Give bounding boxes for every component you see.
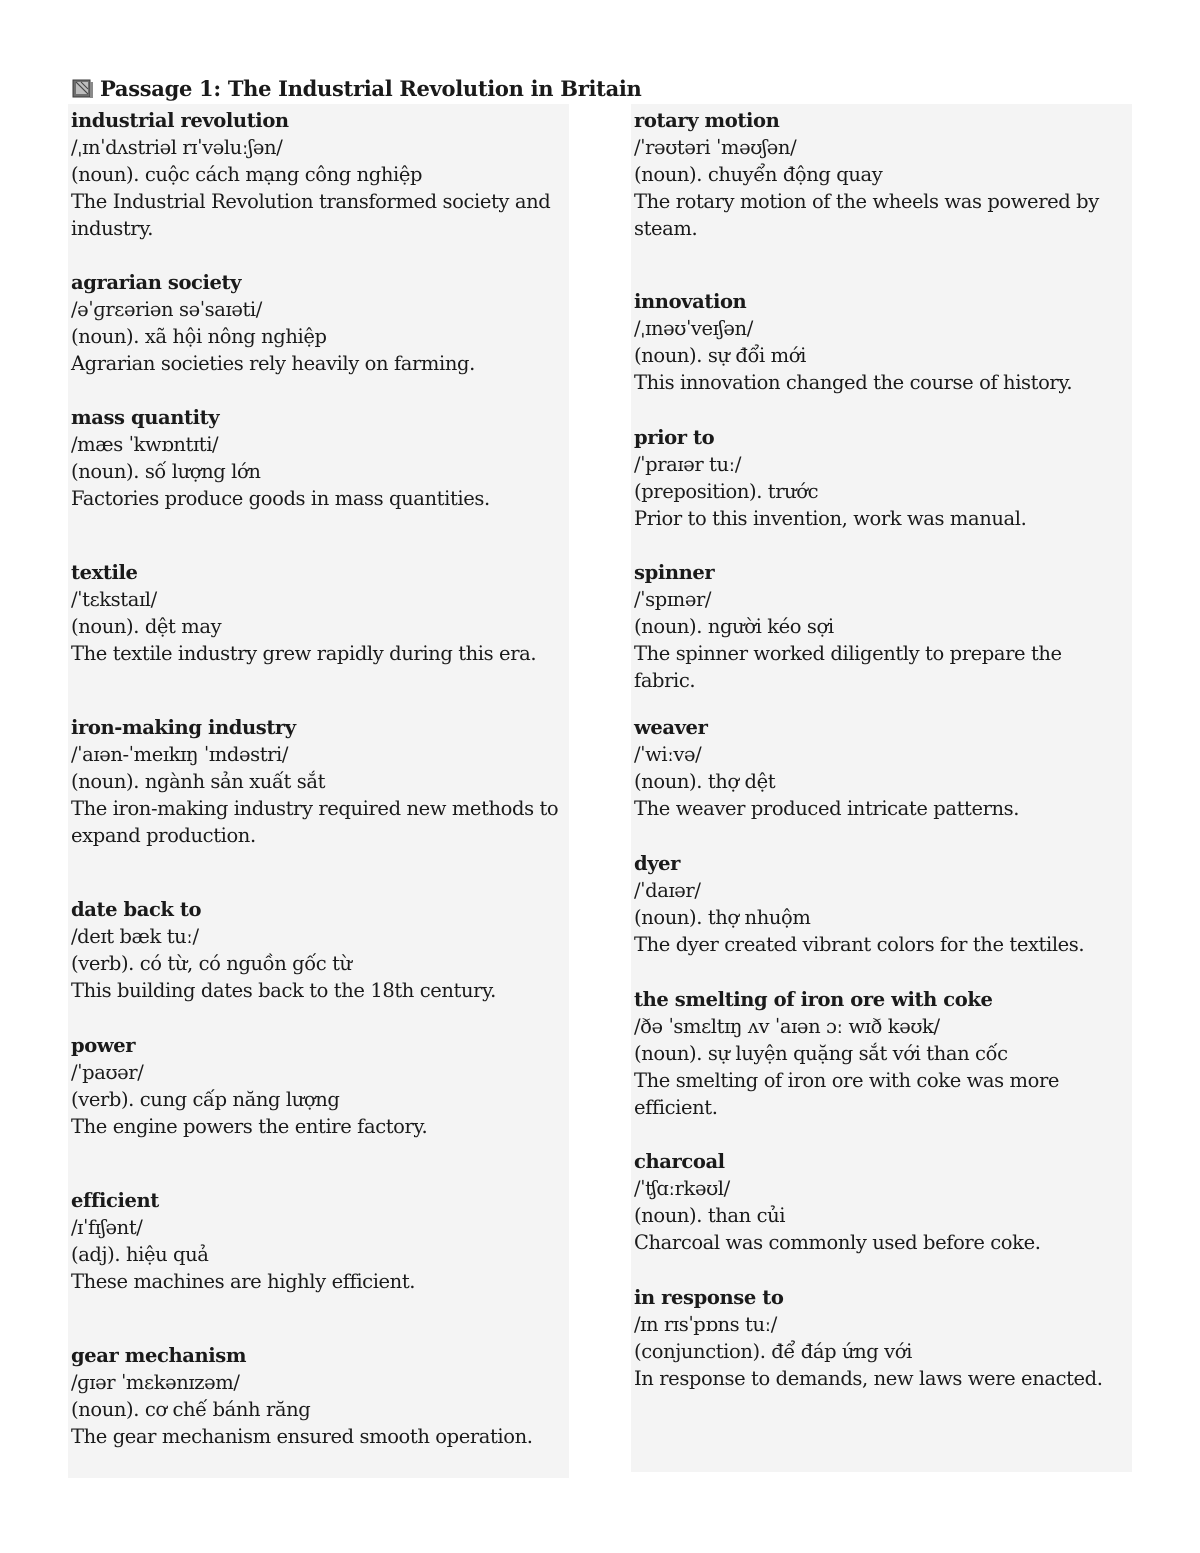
example-sentence: Agrarian societies rely heavily on farming. [71, 352, 475, 375]
part-of-speech-translation: (noun). dệt may [71, 615, 222, 638]
vocabulary-term: gear mechanism [71, 1344, 247, 1367]
vocabulary-entry [634, 288, 1128, 396]
vocabulary-term: date back to [71, 898, 202, 921]
vocabulary-term: textile [71, 561, 138, 584]
vocabulary-term: mass quantity [71, 406, 220, 429]
example-sentence: The engine powers the entire factory. [71, 1115, 428, 1138]
part-of-speech-translation: (noun). than củi [634, 1204, 786, 1227]
phonetic-transcription: /ˈʧɑːrkəʊl/ [634, 1177, 730, 1200]
vocabulary-entry [71, 714, 565, 849]
vocabulary-entry [71, 896, 565, 1004]
phonetic-transcription: /ˈpraɪər tuː/ [634, 453, 741, 476]
phonetic-transcription: /ˈwiːvə/ [634, 743, 702, 766]
example-sentence: The iron-making industry required new methods to expand production. [71, 797, 559, 847]
vocabulary-entry [634, 559, 1128, 694]
part-of-speech-translation: (noun). sự luyện quặng sắt với than cốc [634, 1042, 1008, 1065]
phonetic-transcription: /ˈpaʊər/ [71, 1061, 144, 1084]
part-of-speech-translation: (noun). xã hội nông nghiệp [71, 325, 327, 348]
vocabulary-term: in response to [634, 1286, 784, 1309]
part-of-speech-translation: (noun). cuộc cách mạng công nghiệp [71, 163, 423, 186]
phonetic-transcription: /mæs ˈkwɒntɪti/ [71, 433, 219, 456]
phonetic-transcription: /ˈtɛkstaɪl/ [71, 588, 157, 611]
vocabulary-term: industrial revolution [71, 109, 289, 132]
phonetic-transcription: /ɪn rɪsˈpɒns tuː/ [634, 1313, 777, 1336]
example-sentence: The Industrial Revolution transformed society and industry. [71, 190, 551, 240]
vocabulary-entry [634, 424, 1128, 532]
vocabulary-term: efficient [71, 1189, 159, 1212]
vocabulary-entry [634, 107, 1128, 242]
vocabulary-entry [71, 269, 565, 377]
vocabulary-entry [634, 850, 1128, 958]
vocabulary-entry [71, 1342, 565, 1450]
part-of-speech-translation: (noun). chuyển động quay [634, 163, 883, 186]
phonetic-transcription: /deɪt bæk tuː/ [71, 925, 199, 948]
example-sentence: In response to demands, new laws were enacted. [634, 1367, 1103, 1390]
example-sentence: The dyer created vibrant colors for the textiles. [634, 933, 1085, 956]
part-of-speech-translation: (verb). cung cấp năng lượng [71, 1088, 340, 1111]
example-sentence: The gear mechanism ensured smooth operation. [71, 1425, 533, 1448]
example-sentence: This building dates back to the 18th century. [71, 979, 496, 1002]
part-of-speech-translation: (noun). người kéo sợi [634, 615, 834, 638]
vocabulary-term: power [71, 1034, 136, 1057]
vocabulary-term: charcoal [634, 1150, 725, 1173]
page-title-text: Passage 1: The Industrial Revolution in Britain [100, 76, 642, 101]
phonetic-transcription: /ɪˈfɪʃənt/ [71, 1216, 143, 1239]
example-sentence: The rotary motion of the wheels was powered by steam. [634, 190, 1099, 240]
phonetic-transcription: /ˈrəʊtəri ˈməʊʃən/ [634, 136, 797, 159]
vocabulary-entry [71, 1032, 565, 1140]
page-title [72, 76, 642, 101]
vocabulary-term: iron-making industry [71, 716, 296, 739]
vocabulary-term: dyer [634, 852, 681, 875]
example-sentence: Factories produce goods in mass quantities. [71, 487, 490, 510]
example-sentence: Charcoal was commonly used before coke. [634, 1231, 1041, 1254]
part-of-speech-translation: (preposition). trước [634, 480, 819, 503]
vocabulary-term: weaver [634, 716, 708, 739]
part-of-speech-translation: (adj). hiệu quả [71, 1243, 209, 1266]
phonetic-transcription: /ˈaɪən-ˈmeɪkɪŋ ˈɪndəstri/ [71, 743, 289, 766]
phonetic-transcription: /ɡɪər ˈmɛkənɪzəm/ [71, 1371, 240, 1394]
vocabulary-term: spinner [634, 561, 715, 584]
vocabulary-entry [71, 404, 565, 512]
phonetic-transcription: /ˈdaɪər/ [634, 879, 701, 902]
part-of-speech-translation: (conjunction). để đáp ứng với [634, 1340, 912, 1363]
left-vocabulary-column [68, 104, 569, 1478]
example-sentence: Prior to this invention, work was manual. [634, 507, 1027, 530]
example-sentence: The weaver produced intricate patterns. [634, 797, 1020, 820]
part-of-speech-translation: (noun). thợ nhuộm [634, 906, 811, 929]
phonetic-transcription: /ˌɪnˈdʌstriəl rɪˈvəluːʃən/ [71, 136, 283, 159]
phonetic-transcription: /ðə ˈsmɛltɪŋ ʌv ˈaɪən ɔː wɪð kəʊk/ [634, 1015, 940, 1038]
phonetic-transcription: /ˌɪnəʊˈveɪʃən/ [634, 317, 753, 340]
vocabulary-entry [634, 1148, 1128, 1256]
vocabulary-term: innovation [634, 290, 747, 313]
example-sentence: This innovation changed the course of history. [634, 371, 1073, 394]
vocabulary-entry [71, 1187, 565, 1295]
vocabulary-term: agrarian society [71, 271, 242, 294]
part-of-speech-translation: (noun). số lượng lớn [71, 460, 261, 483]
example-sentence: The textile industry grew rapidly during this era. [71, 642, 537, 665]
phonetic-transcription: /ˈspɪnər/ [634, 588, 712, 611]
phonetic-transcription: /əˈɡrɛəriən səˈsaɪəti/ [71, 298, 262, 321]
example-sentence: The spinner worked diligently to prepare the fabric. [634, 642, 1062, 692]
vocabulary-term: the smelting of iron ore with coke [634, 988, 993, 1011]
part-of-speech-translation: (verb). có từ, có nguồn gốc từ [71, 952, 352, 975]
vocabulary-entry [634, 986, 1128, 1121]
part-of-speech-translation: (noun). thợ dệt [634, 770, 776, 793]
right-vocabulary-column [631, 104, 1132, 1472]
example-sentence: The smelting of iron ore with coke was more efficient. [634, 1069, 1060, 1119]
vocabulary-entry [634, 1284, 1128, 1392]
part-of-speech-translation: (noun). ngành sản xuất sắt [71, 770, 326, 793]
vocabulary-term: rotary motion [634, 109, 780, 132]
vocabulary-entry [71, 107, 565, 242]
part-of-speech-translation: (noun). sự đổi mới [634, 344, 806, 367]
vocabulary-entry [71, 559, 565, 667]
vocabulary-entry [634, 714, 1128, 822]
part-of-speech-translation: (noun). cơ chế bánh răng [71, 1398, 311, 1421]
book-icon [72, 79, 94, 99]
vocabulary-term: prior to [634, 426, 715, 449]
example-sentence: These machines are highly efficient. [71, 1270, 416, 1293]
